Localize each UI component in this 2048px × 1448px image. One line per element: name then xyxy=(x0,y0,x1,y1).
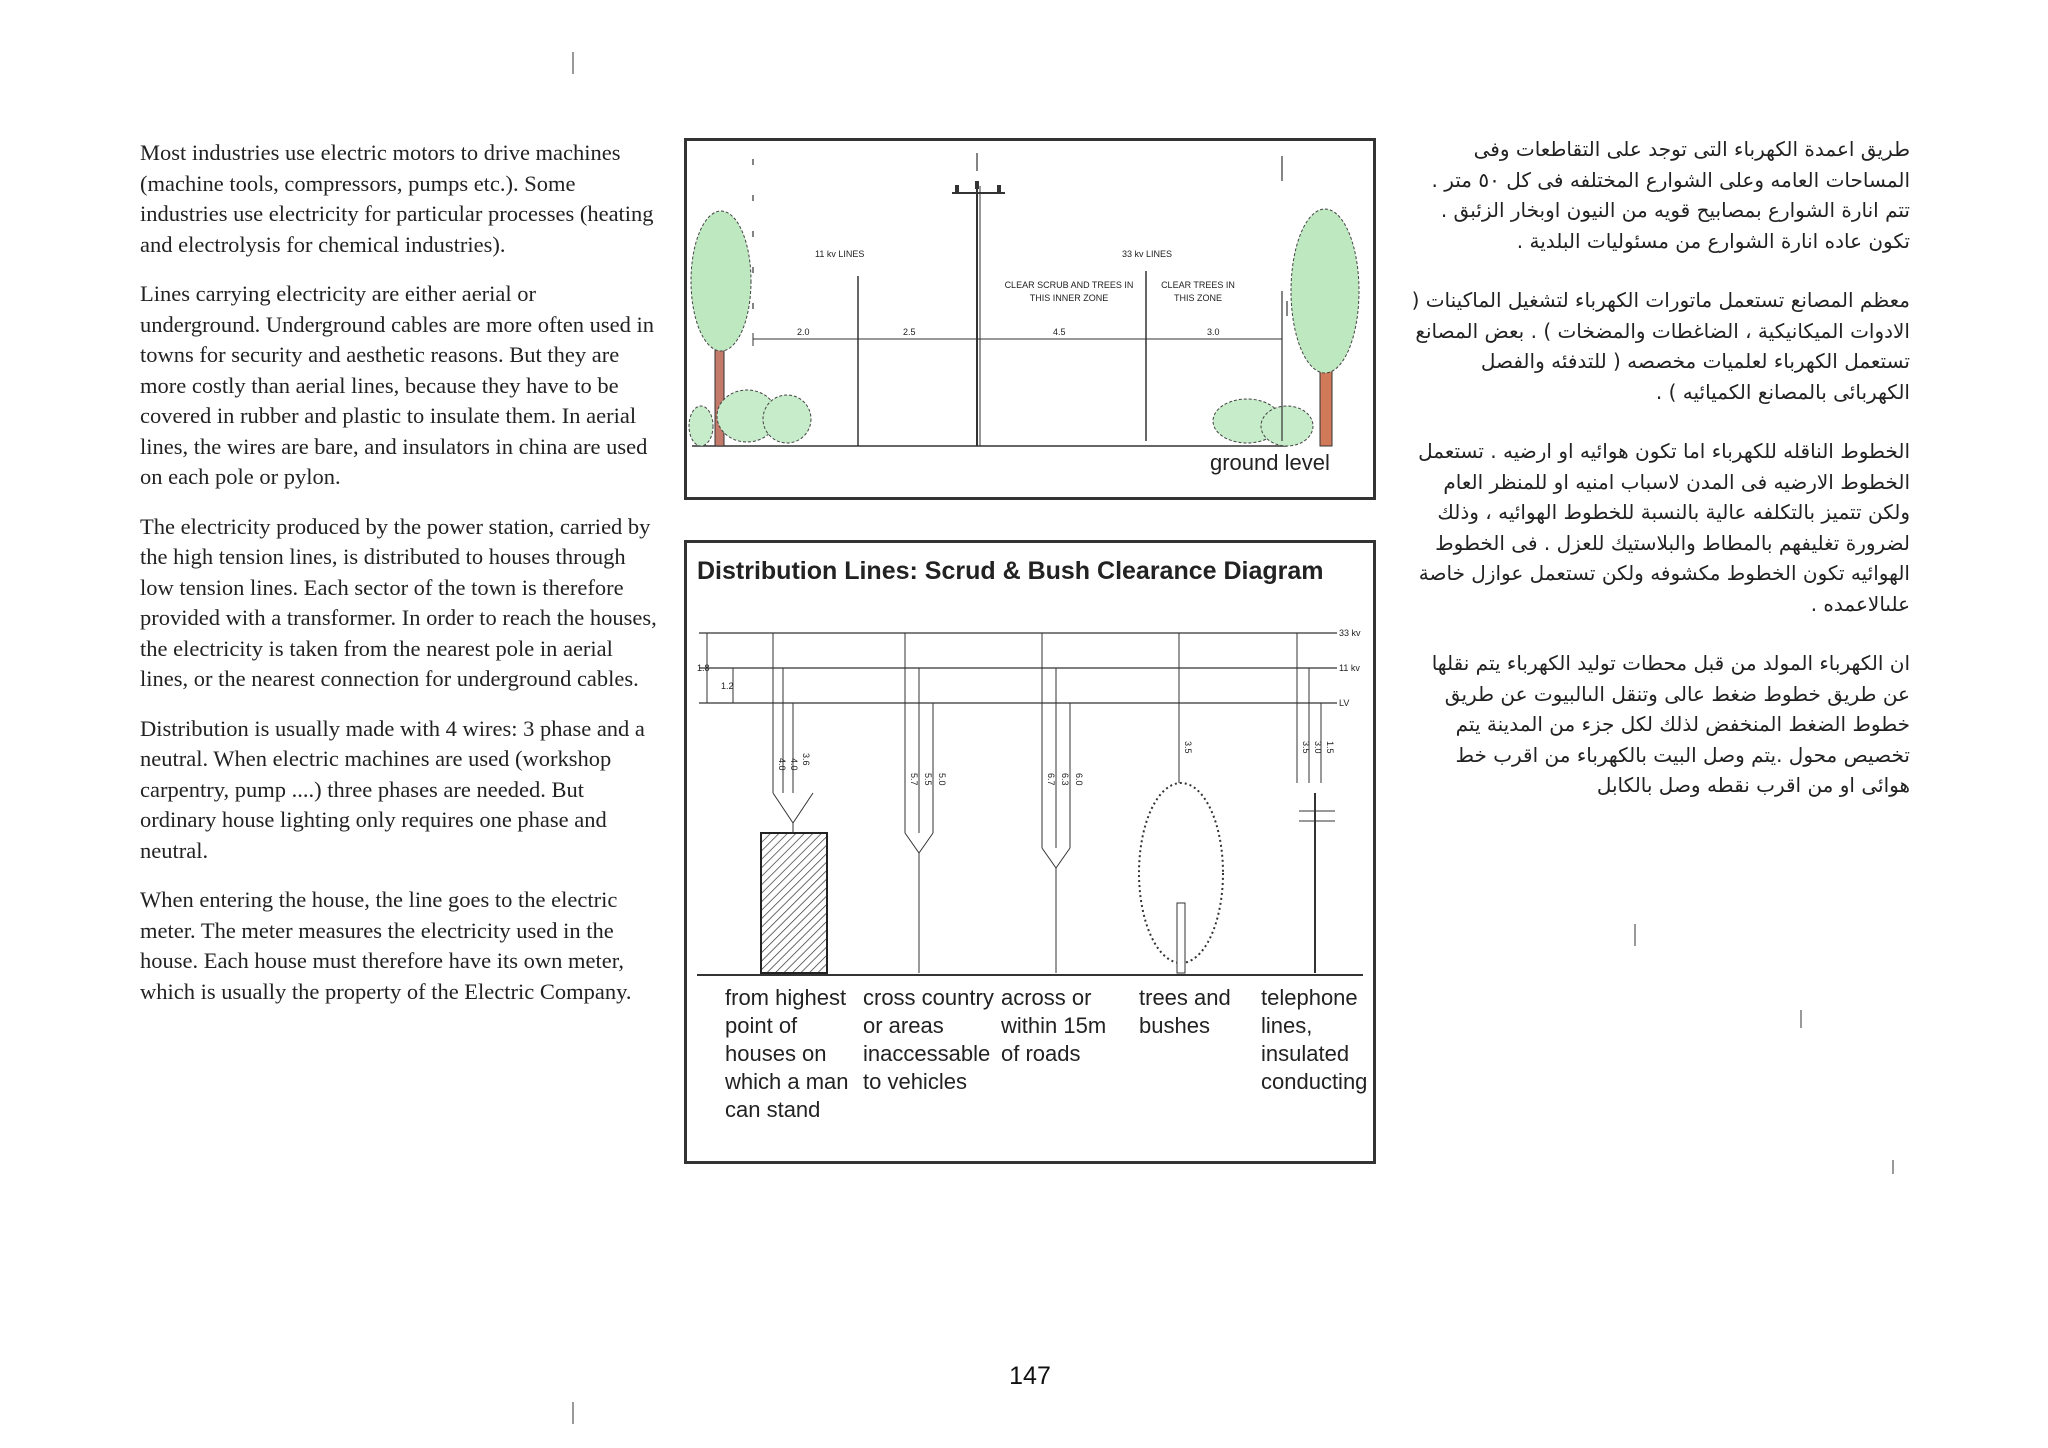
telephone-pole-icon xyxy=(1299,793,1335,973)
dim-label: 3.6 xyxy=(801,753,811,766)
arabic-paragraph-2: معظم المصانع تستعمل ماتورات الكهرباء لتشغيل الماكينات ( الادوات الميكانيكية ، الضاغطات والمضخات ) . بعض المصانع تستعمل الكهرباء لعلميات مخصصه ( للتدفئه والفصل الكهربائى بالمصانع الكميائيه ) . xyxy=(1411,288,1910,404)
scan-mark xyxy=(1892,1160,1894,1174)
lines-11kv-label: 11 kv LINES xyxy=(815,249,865,259)
caption-line: bushes xyxy=(1139,1013,1210,1038)
clearance-zone-drawing xyxy=(687,141,1373,497)
left-tree-icon xyxy=(689,211,811,446)
left-dim-label: 1.2 xyxy=(721,681,734,691)
caption-line: from highest xyxy=(725,985,847,1010)
caption-line: houses on xyxy=(725,1041,827,1066)
line-label-11kv: 11 kv xyxy=(1339,663,1360,673)
caption-col-3 xyxy=(1000,985,1106,1066)
caption-line: across or xyxy=(1001,985,1092,1010)
left-dim-label: 1.8 xyxy=(697,663,710,673)
dim-label: 5.0 xyxy=(937,773,947,786)
arabic-paragraph-3: الخطوط الناقله للكهرباء اما تكون هوائيه او ارضيه . تستعمل الخطوط الارضيه فى المدن لاسباب امنيه او للمنظر العام ولكن تتميز بالتكلفه عالية بالنسبة للخطوط الهوائيه ، وذلك لضرورة تغليفهم بالمطاط والبلاستيك للعزل . فى الخطوط الهوائيه تكون الخطوط مكشوفه ولكن تستعمل عوازل خاصة علىالاعمده . xyxy=(1418,439,1910,616)
caption-line: trees and xyxy=(1139,985,1231,1010)
scan-mark xyxy=(572,52,574,74)
english-paragraph-3: The electricity produced by the power station, carried by the high tension lines, is distributed to houses through low tension lines. Each sector of the town is therefore provided with a transformer. In order to reach the houses, the electricity is taken from the nearest pole in aerial lines, or the nearest connection for underground cables. xyxy=(140,513,657,691)
dimension-label: 2.5 xyxy=(903,327,916,337)
outer-zone-label: CLEAR TREES IN THIS ZONE xyxy=(1161,280,1235,303)
dim-label: 6.0 xyxy=(1074,773,1084,786)
dim-label: 6.3 xyxy=(1060,773,1070,786)
caption-line: within 15m xyxy=(1001,1013,1107,1038)
scan-mark xyxy=(1800,1010,1802,1028)
caption-col-4 xyxy=(1139,985,1231,1038)
caption-line: cross country xyxy=(863,985,994,1010)
diagram-title: Distribution Lines: Scrud & Bush Clearance Diagram xyxy=(697,557,1324,585)
scan-mark xyxy=(572,1402,574,1424)
ground-level-label: ground level xyxy=(1210,450,1330,475)
inner-zone-label: CLEAR SCRUB AND TREES IN THIS INNER ZONE xyxy=(1004,280,1134,303)
caption-line: of roads xyxy=(1001,1041,1081,1066)
lines-33kv-label: 33 kv LINES xyxy=(1122,249,1173,259)
english-paragraph-1: Most industries use electric motors to drive machines (machine tools, compressors, pumps etc.). Some industries use electricity for particular processes (heating and electrolysis for chemical industries). xyxy=(140,140,654,257)
caption-line: telephone xyxy=(1261,985,1358,1010)
dim-label: 4.0 xyxy=(789,758,799,771)
outer-zone-label-box xyxy=(1153,279,1243,319)
caption-line: inaccessable xyxy=(863,1041,991,1066)
caption-col-5 xyxy=(1261,985,1367,1094)
arabic-text-column xyxy=(1405,134,1910,830)
caption-line: or areas xyxy=(863,1013,944,1038)
dimension-label: 4.5 xyxy=(1053,327,1066,337)
caption-line: which a man xyxy=(725,1069,849,1094)
dim-label: 3.5 xyxy=(1183,741,1193,754)
dimension-label: 3.0 xyxy=(1207,327,1220,337)
arabic-paragraph-4: ان الكهرباء المولد من قبل محطات توليد الكهرباء يتم نقلها عن طريق خطوط ضغط عالى وتنقل الىالبيوت عن طريق خطوط الضغط المنخفض لذلك لكل جزء من المدينة يتم تخصيص محول .يتم وصل البيت بالكهرباء من اقرب خط هوائى او من اقرب نقطه وصل بالكابل xyxy=(1431,651,1910,797)
dim-label: 1.5 xyxy=(1325,741,1335,754)
dim-label: 3.0 xyxy=(1313,741,1323,754)
dim-label: 6.7 xyxy=(1046,773,1056,786)
english-paragraph-2: Lines carrying electricity are either aerial or underground. Underground cables are more often used in towns for security and aesthetic reasons. But they are more costly than aerial lines, because they have to be covered in rubber and plastic to insulate them. In aerial lines, the wires are bare, and insulators in china are used on each pole or pylon. xyxy=(140,281,655,489)
house-icon xyxy=(761,833,827,973)
caption-col-2 xyxy=(863,985,994,1094)
line-label-lv: LV xyxy=(1339,698,1350,708)
clearance-zone-figure xyxy=(684,138,1376,500)
dim-label: 4.0 xyxy=(777,758,787,771)
dim-label: 5.7 xyxy=(909,773,919,786)
tree-icon xyxy=(1139,783,1223,973)
power-pole-icon xyxy=(952,181,1005,446)
page-number: 147 xyxy=(1009,1362,1051,1390)
caption-line: can stand xyxy=(725,1097,821,1122)
inner-zone-label-box xyxy=(999,279,1139,319)
arabic-paragraph-1: طريق اعمدة الكهرباء التى توجد على التقاطعات وفى المساحات العامه وعلى الشوارع المختلفه فى كل ٥٠ متر . تتم انارة الشوارع بمصابيح قويه من النيون اوبخار الزئبق . تكون عاده انارة الشوارع من مسئوليات البلدية . xyxy=(1431,137,1910,253)
english-text-column xyxy=(140,138,660,1026)
clearance-diagram-figure xyxy=(684,540,1376,1164)
clearance-diagram-drawing xyxy=(687,543,1373,1161)
caption-col-1 xyxy=(724,985,849,1122)
line-label-33kv: 33 kv xyxy=(1339,628,1361,638)
right-tree-icon xyxy=(1213,209,1359,446)
dim-label: 3.5 xyxy=(1301,741,1311,754)
caption-line: conducting xyxy=(1261,1069,1368,1094)
caption-line: insulated xyxy=(1261,1041,1350,1066)
english-paragraph-4: Distribution is usually made with 4 wires: 3 phase and a neutral. When electric machines are used (workshop carpentry, pump ....) three phases are needed. But ordinary house lighting only requires one phase and neutral. xyxy=(140,715,645,863)
dim-label: 5.5 xyxy=(923,773,933,786)
caption-line: lines, xyxy=(1261,1013,1313,1038)
caption-line: point of xyxy=(725,1013,798,1038)
caption-line: to vehicles xyxy=(863,1069,967,1094)
scan-mark xyxy=(1634,924,1636,946)
dimension-label: 2.0 xyxy=(797,327,810,337)
english-paragraph-5: When entering the house, the line goes to the electric meter. The meter measures the electricity used in the house. Each house must therefore have its own meter, which is usually the property of the Electric Company. xyxy=(140,887,632,1004)
